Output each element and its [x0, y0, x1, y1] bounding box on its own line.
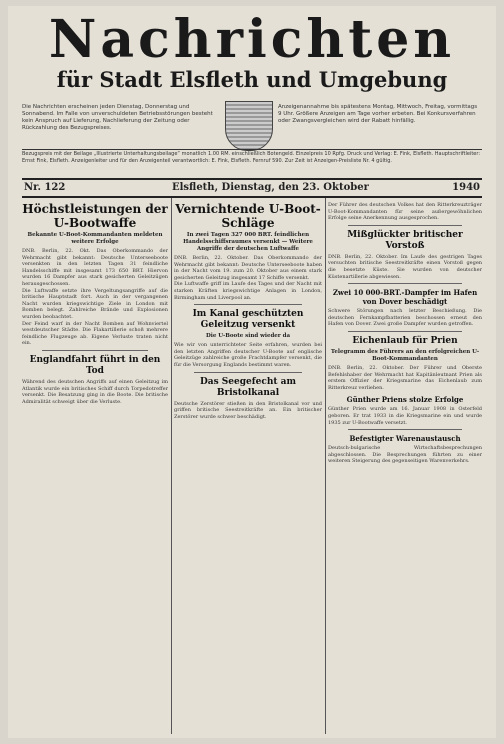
article-text: Die Luftwaffe setzte ihre Vergeltungsangriffe auf die britische Hauptstadt fort. Auch in der vergangenen Nacht wurden kriegswichtige Ziele in London mit Bomben belegt. Zahlreiche Brände und Explosionen wurden beobachtet. — [22, 287, 168, 320]
info-left: Die Nachrichten erscheinen jeden Dienstag, Donnerstag und Sonnabend. Im Falle von unverschuldeten Betriebsstörungen besteht kein Anspruch auf Lieferung, Nachlieferung der Zeitung oder Rückzahlung des Bezugspreises. — [22, 104, 213, 131]
imprint-strip: Bezugspreis mit der Beilage „Illustrierte Unterhaltungsbeilage“ monatlich 1.00 RM. einschließlich Botengeld. Einzelpreis 10 Rpfg. Druck und Verlag: E. Fink, Elsfleth. Hauptschriftleiter: Ernst Fink, Elsfleth. Anzeigenleiter und für den Anzeigenteil verantwortlich: E. Fink, Elsfleth. Fernruf 590. Zur Zeit ist Anzeigen-Preisliste Nr. 4 gültig. — [22, 151, 481, 164]
divider — [194, 304, 302, 305]
subheadline: In zwei Tagen 327 000 BRT. feindlichen Handelsschiffsraumes versenkt — Weitere Angriffe der deutschen Luftwaffe — [183, 232, 313, 252]
masthead — [22, 9, 482, 92]
town-crest-emblem — [225, 101, 273, 151]
column-right — [328, 202, 482, 734]
divider — [348, 283, 462, 284]
headline: Das Seegefecht am Bristolkanal — [199, 376, 297, 398]
subheadline: Telegramm des Führers an den erfolgreichen U-Boot-Kommandanten — [330, 348, 480, 362]
headline: Englandfahrt führt in den Tod — [29, 354, 161, 376]
column-middle — [174, 202, 322, 734]
article-text: Der Feind warf in der Nacht Bomben auf Wohnviertel westdeutscher Städte. Die Flakartillerie schoß mehrere feindliche Flugzeuge ab. Eigene Verluste traten nicht ein. — [22, 320, 168, 347]
headline: Zwei 10 000-BRT.-Dampfer im Hafen von Dover beschädigt — [332, 288, 478, 307]
newspaper-title: Nachrichten — [48, 9, 456, 70]
article-text: Der Führer des deutschen Volkes hat den Ritterkreuzträger U-Boot-Kommandanten für seine außergewöhnlichen Erfolge seine Anerkennung ausgesprochen. — [328, 202, 482, 222]
headline: Im Kanal geschützten Geleitzug versenkt — [192, 309, 304, 331]
issue-year: 1940 — [452, 182, 480, 193]
column-left — [22, 202, 168, 734]
subheadline: Die U-Boote sind wieder da — [205, 333, 291, 340]
divider — [42, 350, 148, 351]
subheadline: Bekannte U-Boot-Kommandanten meldeten weitere Erfolge — [27, 232, 163, 245]
article-text: DNB. Berlin, 22. Oktober. Der Führer und Oberste Befehlshaber der Wehrmacht hat Kapitänleutnant Prien als erstem Offizier der Kriegsmarine das Eichenlaub zum Ritterkreuz verliehen. — [328, 364, 482, 391]
article-text: Schwere Störungen nach letzter Beschießung. Die deutschen Fernkampfbatterien beschossen erneut den Hafen von Dover. Zwei große Dampfer wurden getroffen. — [328, 308, 482, 328]
headline: Eichenlaub für Prien — [352, 335, 458, 346]
newspaper-page — [8, 6, 496, 738]
column-divider — [171, 198, 172, 734]
divider — [194, 372, 302, 373]
headline: Vernichtende U-Boot-Schläge — [175, 202, 321, 230]
headline: Befestigter Warenaustausch — [349, 434, 461, 444]
divider — [348, 429, 462, 430]
headline: Mißglückter britischer Vorstoß — [347, 229, 463, 251]
article-text: Deutsche Zerstörer stießen in den Bristolkanal vor und griffen britische Seestreitkräfte an. Ein britischer Zerstörer wurde schwer beschädigt. — [174, 400, 322, 420]
article-text: Günther Prien wurde am 16. Januar 1908 in Osterfeld geboren. Er trat 1933 in die Kriegsmarine ein und wurde 1935 zur U-Bootwaffe versetzt. — [328, 406, 482, 426]
headline: Höchstleistungen der U-Bootwaffe — [22, 202, 168, 230]
article-text: DNB. Berlin, 22. Oktober. Im Laufe des gestrigen Tages versuchten britische Seestreitkräfte einen Vorstoß gegen die besetzte Küste. Sie wurden von deutscher Küstenartillerie abgewiesen. — [328, 253, 482, 280]
article-text: Wie wir von unterrichteter Seite erfahren, wurden bei den letzten Angriffen deutscher U-Boote auf englische Geleitzüge zahlreiche große Frachtdampfer versenkt, die für die Versorgung Englands bestimmt waren. — [174, 342, 322, 368]
article-text: Während des deutschen Angriffs auf einen Geleitzug im Atlantik wurde ein britisches Schiff durch Torpedotreffer versenkt. Die Besatzung ging in die Boote. Die britische Admiralität schweigt über die Verluste. — [22, 378, 168, 405]
issue-date: Elsfleth, Dienstag, den 23. Oktober — [172, 182, 369, 193]
headline: Günther Priens stolze Erfolge — [346, 395, 464, 405]
info-right: Anzeigenannahme bis spätestens Montag, Mittwoch, Freitag, vormittags 9 Uhr. Größere Anzeigen am Tage vorher erbeten. Bei Konkursverfahren oder Zwangsvergleichen wird der Rabatt hinfällig. — [278, 104, 478, 124]
article-text: DNB. Berlin, 22. Okt. Das Oberkommando der Wehrmacht gibt bekannt: Deutsche Unterseeboote versenkten in den letzten Tagen 31 feindliche Handelsschiffe mit insgesamt 173 650 BRT. Hiervon wurden 16 Dampfer aus stark gesicherten Geleitzügen herausgeschossen. — [22, 248, 168, 287]
issue-dateline — [22, 178, 482, 198]
issue-number: Nr. 122 — [24, 182, 66, 193]
divider — [22, 149, 482, 150]
divider — [348, 225, 462, 226]
divider — [348, 331, 462, 332]
article-text: Deutsch-bulgarische Wirtschaftsbesprechungen abgeschlossen. Die Besprechungen führten zu einer weiteren Steigerung des gegenseitigen Warenverkehrs. — [328, 445, 482, 465]
newspaper-subtitle: für Stadt Elsfleth und Umgebung — [56, 67, 448, 92]
column-divider — [325, 198, 326, 734]
article-text: DNB. Berlin, 22. Oktober. Das Oberkommando der Wehrmacht gibt bekannt: Deutsche Unterseeboote haben in der Nacht vom 19. zum 20. Oktober aus einem stark gesicherten Geleitzug insgesamt 17 Schiffe versenkt. — [174, 255, 322, 281]
article-text: Die Luftwaffe griff im Laufe des Tages und der Nacht mit starken Kräften kriegswichtige Anlagen in London, Birmingham und Liverpool an. — [174, 281, 322, 301]
